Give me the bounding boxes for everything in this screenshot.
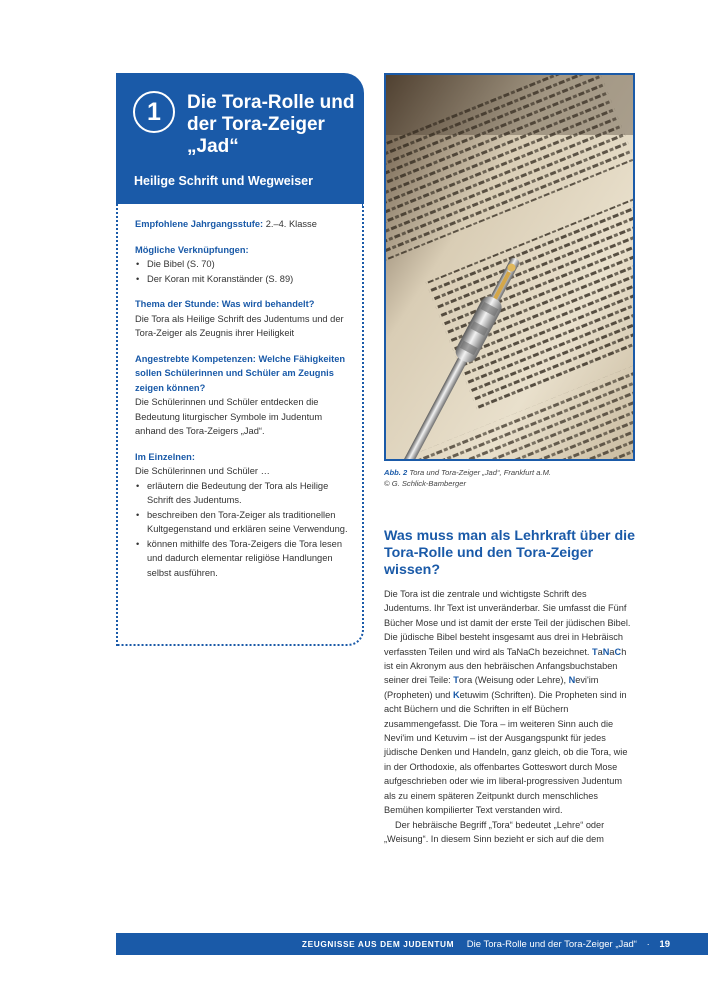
lesson-number: 1 bbox=[133, 91, 175, 133]
links-heading: Mögliche Verknüpfungen: bbox=[135, 244, 249, 255]
details-list bbox=[135, 479, 352, 581]
details-heading: Im Einzelnen: bbox=[135, 451, 195, 462]
tanach-a: a bbox=[597, 646, 603, 657]
text-run: Die Tora ist die zentrale und wichtigste Schrift des Judentums. Ihr Text ist unveränderbar. Sie umfasst die Fünf Bücher Mose und ist damit der erste Teil der jüdischen Bibel. Die jüdische Bibel besteht insgesamt aus drei in Hebräisch verfassten Teilen und wird als TaNaCh bezeichnet. bbox=[384, 589, 631, 657]
footer-chapter: Die Tora-Rolle und der Tora-Zeiger „Jad“ bbox=[466, 939, 637, 950]
torah-photo bbox=[384, 73, 635, 461]
text-run: ist ein Akronym aus den hebräischen Anfangsbuchstaben seiner drei Teile: bbox=[384, 661, 618, 686]
article-title: Was muss man als Lehrkraft über die Tora-Rolle und den Tora-Zeiger wissen? bbox=[384, 528, 635, 578]
torah-scroll-illustration bbox=[386, 75, 633, 459]
page-footer bbox=[116, 933, 708, 955]
topic-heading: Thema der Stunde: Was wird behandelt? bbox=[135, 299, 315, 309]
tanach-a2: a bbox=[609, 646, 615, 657]
grade-value: 2.–4. Klasse bbox=[265, 219, 317, 229]
figure-caption bbox=[384, 468, 644, 489]
article-paragraph bbox=[384, 587, 632, 818]
list-item: • Der Koran mit Koranständer (S. 89) bbox=[135, 272, 352, 287]
lesson-subtitle: Heilige Schrift und Wegweiser bbox=[134, 174, 313, 188]
tanach-c: C bbox=[614, 646, 622, 657]
list-item: • beschreiben den Tora-Zeiger als traditionellen Kultgegenstand und erklären seine Verwendung. bbox=[135, 508, 352, 537]
grade-section bbox=[135, 217, 352, 232]
footer-separator: · bbox=[646, 939, 650, 950]
topic-section bbox=[135, 297, 352, 341]
article-body bbox=[384, 587, 632, 846]
letter-t: T bbox=[453, 675, 459, 686]
topic-text: Die Tora als Heilige Schrift des Judentums und der Tora-Zeiger als Zeugnis ihrer Heiligkeit bbox=[135, 313, 344, 338]
competence-heading: Angestrebte Kompetenzen: Welche Fähigkeiten sollen Schülerinnen und Schüler am Zeugnis zeigen können? bbox=[135, 353, 346, 393]
figure-label: Abb. 2 bbox=[384, 468, 408, 477]
figure-caption-text: Tora und Tora-Zeiger „Jad“, Frankfurt a.M. bbox=[409, 468, 552, 477]
footer-series: ZEUGNISSE AUS DEM JUDENTUM bbox=[301, 939, 455, 949]
tanach-n: N bbox=[602, 646, 610, 657]
lesson-header bbox=[116, 73, 364, 204]
text-run: ora (Weisung oder Lehre), bbox=[458, 675, 569, 686]
links-list bbox=[135, 257, 352, 286]
details-intro: Die Schülerinnen und Schüler … bbox=[135, 466, 270, 476]
list-item: • Die Bibel (S. 70) bbox=[135, 257, 352, 272]
article-paragraph: Der hebräische Begriff „Tora“ bedeutet „Lehre“ oder „Weisung“. In diesem Sinn bezieht er sich auf die dem bbox=[384, 819, 605, 844]
text-run: evi'im (Propheten) und bbox=[384, 675, 599, 700]
letter-k: K bbox=[452, 689, 460, 700]
grade-label: Empfohlene Jahrgangsstufe: bbox=[135, 219, 264, 229]
figure-credit: © G. Schlick-Bamberger bbox=[384, 478, 466, 488]
competence-text: Die Schülerinnen und Schüler entdecken die Bedeutung liturgischer Symbole im Judentum anhand des Tora-Zeigers „Jad“. bbox=[135, 397, 323, 436]
competence-section bbox=[135, 352, 352, 439]
list-item: • erläutern die Bedeutung der Tora als Heilige Schrift des Judentums. bbox=[135, 479, 352, 508]
details-section bbox=[135, 450, 352, 581]
page-number: 19 bbox=[659, 939, 670, 950]
tanach-h: h bbox=[621, 646, 627, 657]
text-run: etuwim (Schriften). Die Propheten sind in acht Büchern und die Schriften in elf Büchern zusammengefasst. Die Tora – im weiteren Sinn auch die Nevi'im und Ketuvim – ist der Ausgangspunkt für jedes jüdische Denken und Handeln, ganz gleich, ob die Tora, wie in der Orthodoxie, als offenbartes Gotteswort durch Mose aufgeschrieben oder wie im liberal-progressiven Judentum als zu einem späteren Zeitpunkt durch menschliches Bemühen kompilierter Text verstanden wird. bbox=[384, 689, 628, 816]
links-section bbox=[135, 243, 352, 287]
letter-n: N bbox=[568, 675, 576, 686]
tanach-t: T bbox=[592, 646, 598, 657]
lesson-info-box bbox=[116, 204, 364, 646]
lesson-title: Die Tora-Rolle und der Tora-Zeiger „Jad“ bbox=[187, 92, 355, 157]
list-item: • können mithilfe des Tora-Zeigers die Tora lesen und dadurch elementar religiöse Handlungen selbst ausführen. bbox=[135, 537, 352, 581]
